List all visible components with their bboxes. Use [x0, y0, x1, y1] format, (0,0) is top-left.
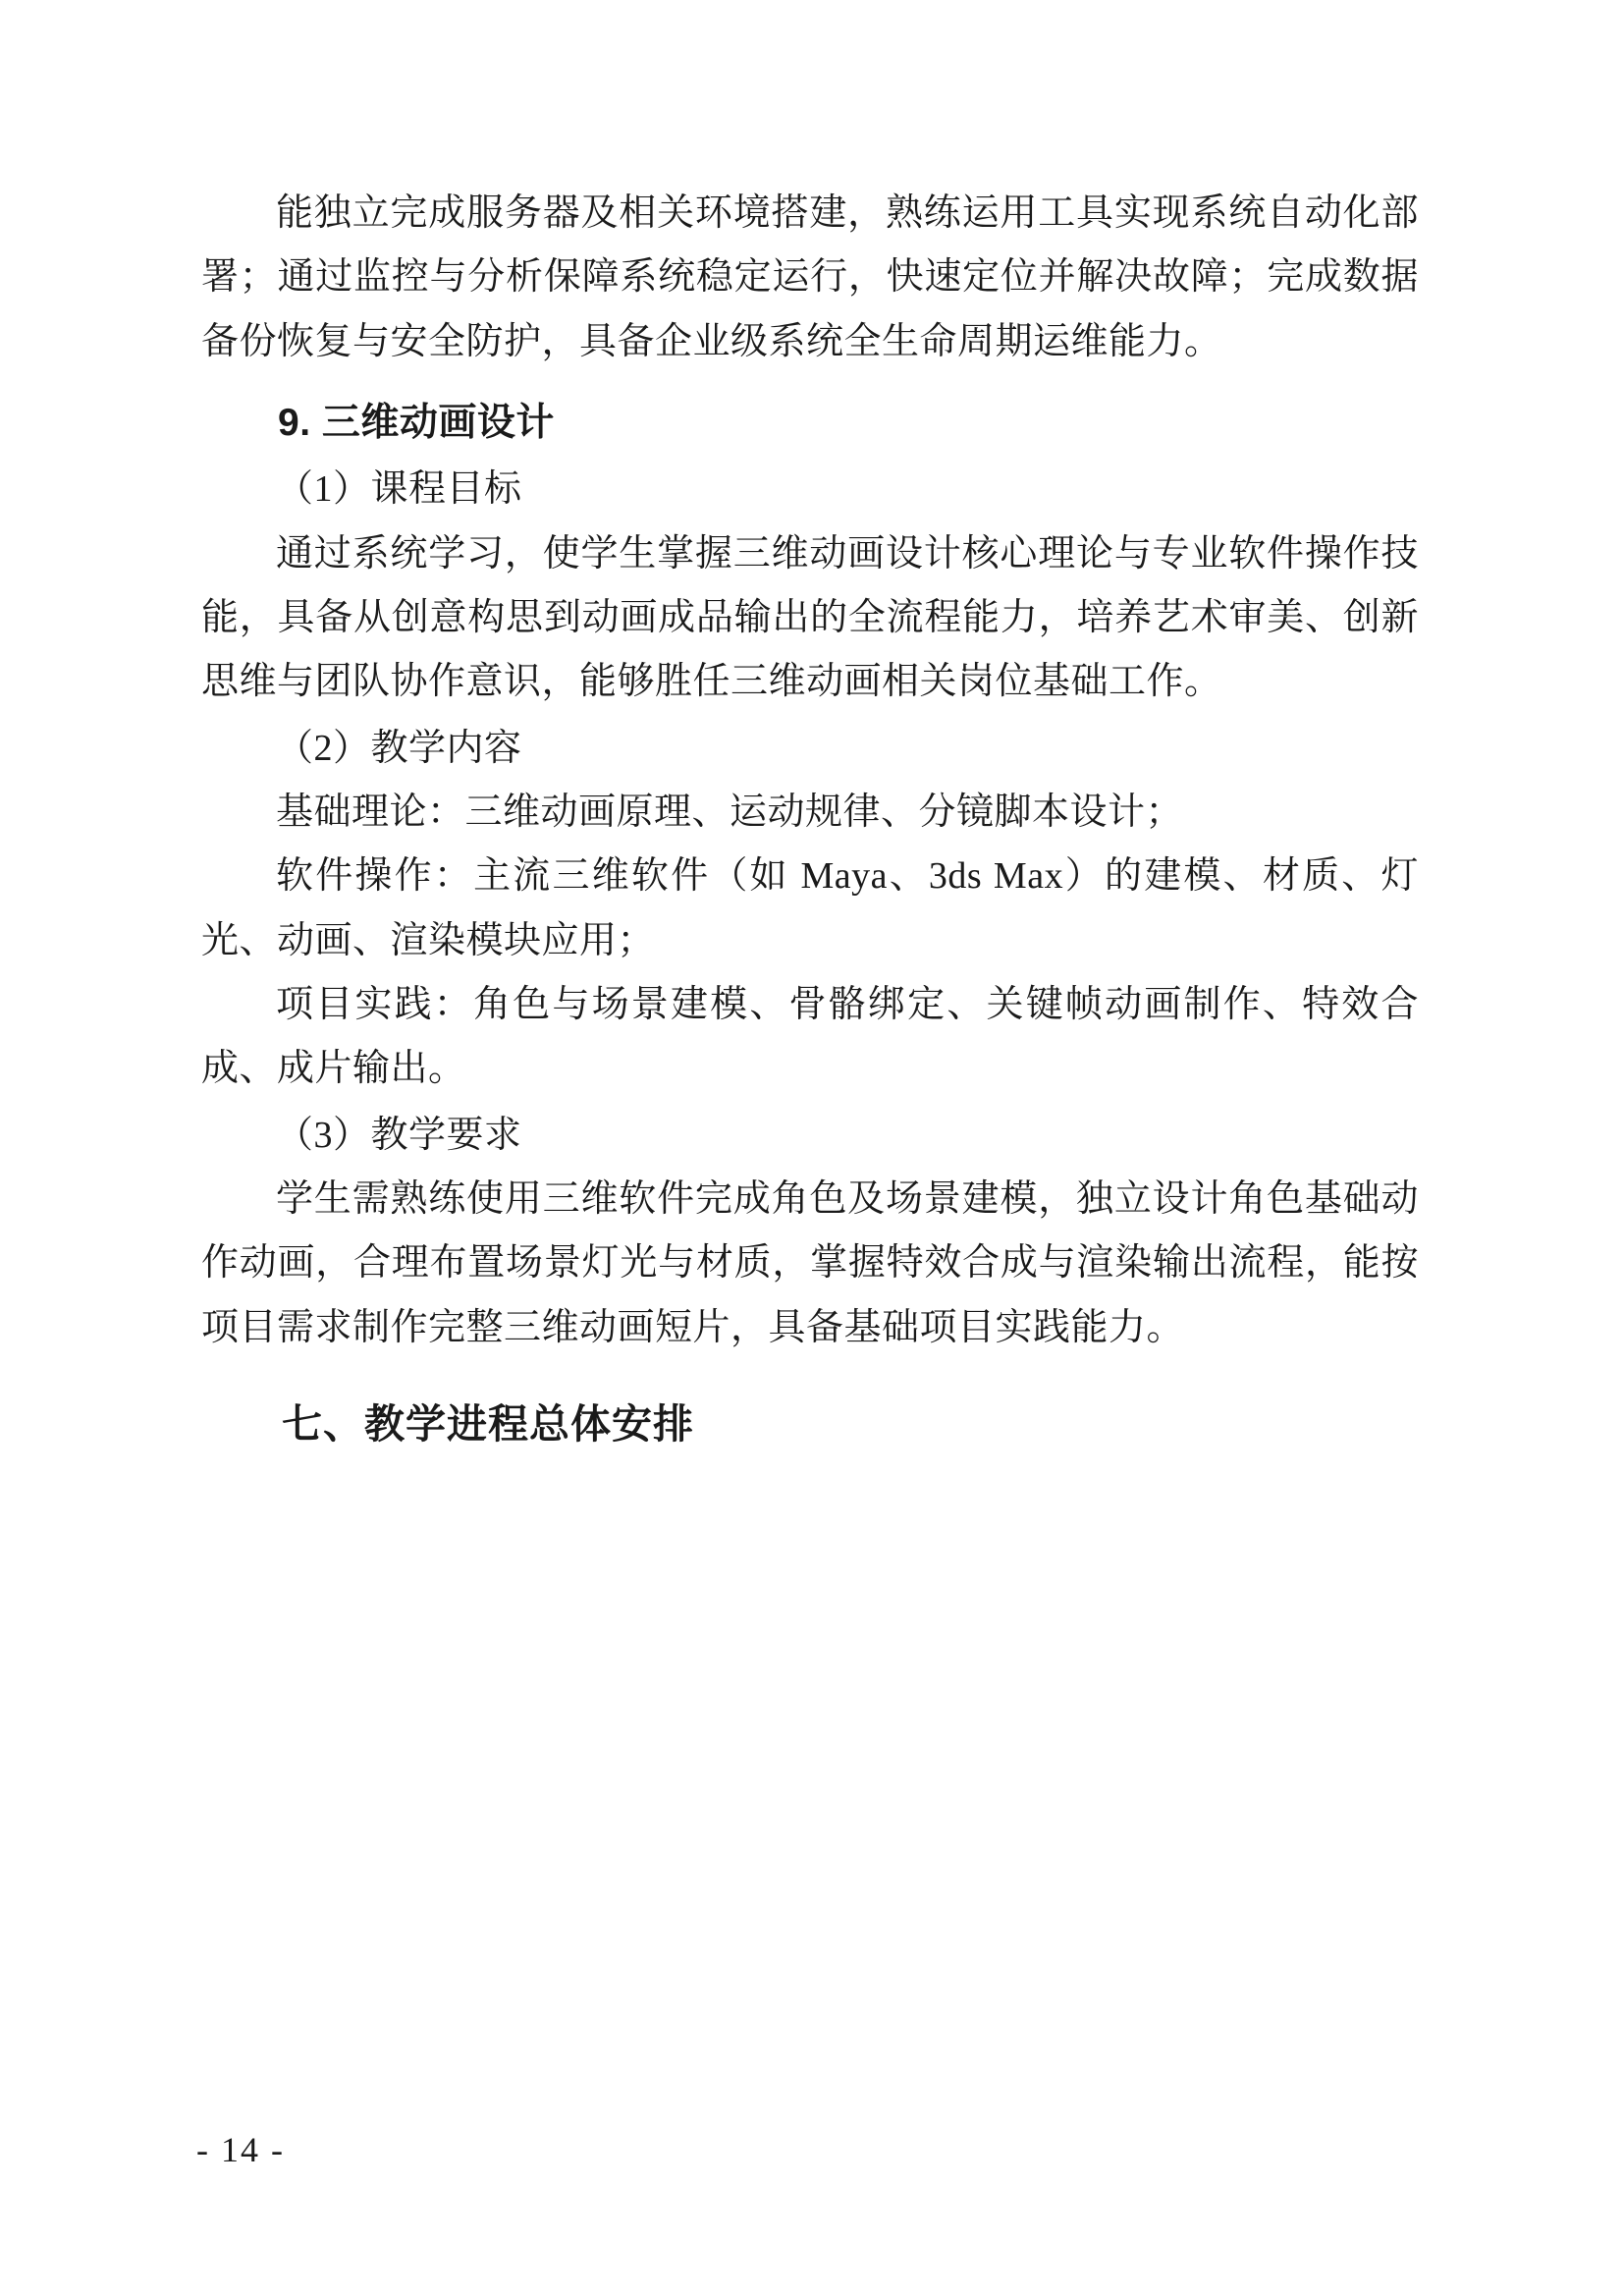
paragraph-course-objective: 通过系统学习，使学生掌握三维动画设计核心理论与专业软件操作技能，具备从创意构思到动画成品输出的全流程能力，培养艺术审美、创新思维与团队协作意识，能够胜任三维动画相关岗位基础工作。: [201, 532, 1419, 703]
page-content: [201, 182, 1419, 1459]
section-heading-3d-animation: 9. 三维动画设计: [278, 402, 555, 445]
sub-heading-teaching-content: （2）教学内容: [276, 727, 522, 769]
paragraph-teaching-requirements: 学生需熟练使用三维软件完成角色及场景建模，独立设计角色基础动作动画，合理布置场景灯光与材质，掌握特效合成与渲染输出流程，能按项目需求制作完整三维动画短片，具备基础项目实践能力。: [201, 1178, 1419, 1348]
sub-heading-course-objective: （1）课程目标: [276, 468, 522, 511]
paragraph-software-operation: 软件操作：主流三维软件（如 Maya、3ds Max）的建模、材质、灯光、动画、渲染模块应用；: [201, 855, 1419, 961]
page-number: - 14 -: [196, 2130, 285, 2169]
paragraph-ops-capability: 能独立完成服务器及相关环境搭建，熟练运用工具实现系统自动化部署；通过监控与分析保障系统稳定运行，快速定位并解决故障；完成数据备份恢复与安全防护，具备企业级系统全生命周期运维能力。: [201, 192, 1419, 362]
sub-heading-teaching-requirements: （3）教学要求: [276, 1114, 522, 1156]
paragraph-basic-theory: 基础理论：三维动画原理、运动规律、分镜脚本设计；: [276, 791, 1184, 833]
paragraph-project-practice: 项目实践：角色与场景建模、骨骼绑定、关键帧动画制作、特效合成、成片输出。: [201, 984, 1419, 1090]
major-heading-teaching-schedule: 七、教学进程总体安排: [282, 1401, 694, 1448]
